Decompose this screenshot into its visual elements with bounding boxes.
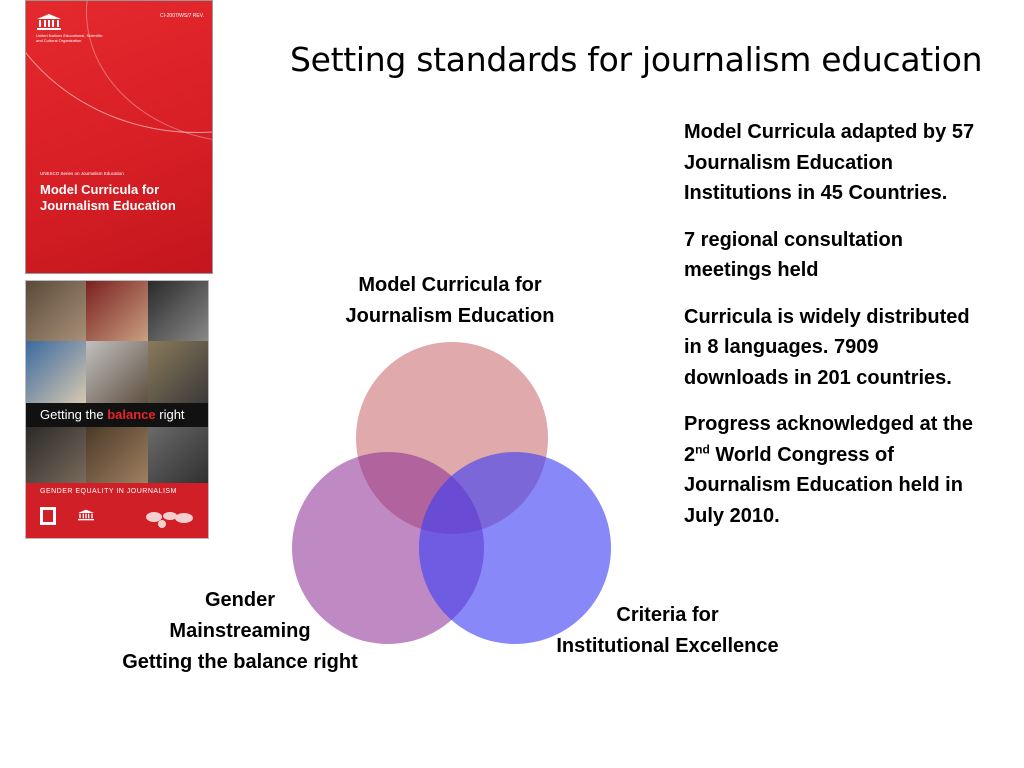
cover-band-text — [40, 407, 185, 422]
band-text-highlight: balance — [107, 407, 156, 422]
photo-tile — [86, 427, 148, 483]
note-congress — [684, 409, 984, 531]
venn-left-label-line2: Mainstreaming — [169, 620, 311, 642]
cover-title-line1: Model Curricula for — [40, 182, 160, 197]
cover-doc-code: CI-2007/WS/7 REV. — [159, 13, 204, 19]
unesco-temple-icon — [76, 509, 96, 521]
note-consultations: 7 regional consultation meetings held — [684, 228, 903, 281]
venn-top-label — [330, 270, 570, 332]
cover-red-strip — [26, 483, 208, 538]
cover-book-title — [40, 182, 210, 214]
photo-tile — [148, 281, 208, 341]
photo-tile — [148, 427, 208, 483]
venn-top-label-line1: Model Curricula for — [358, 274, 542, 296]
photo-tile — [26, 427, 86, 483]
venn-right-label — [540, 600, 795, 662]
venn-top-label-line2: Journalism Education — [345, 305, 555, 327]
cover-band — [26, 403, 208, 427]
note-distribution: Curricula is widely distributed in 8 languages. 7909 downloads in 201 countries. — [684, 305, 970, 389]
photo-tile — [86, 281, 148, 341]
photo-tile — [148, 341, 208, 403]
unesco-temple-icon — [36, 13, 62, 31]
cover-strip-title: GENDER EQUALITY IN JOURNALISM — [40, 488, 177, 495]
band-text-post: right — [155, 407, 185, 422]
cover-series: UNESCO Series on Journalism Education — [40, 171, 124, 176]
model-curricula-cover — [25, 0, 213, 274]
band-text-pre: Getting the — [40, 407, 108, 422]
venn-left-label-line1: Gender — [204, 589, 276, 611]
venn-left-label-line3: Getting the balance right — [122, 651, 358, 673]
venn-left-label — [100, 585, 380, 678]
world-map-icon — [144, 509, 196, 529]
cover-title-line2: Journalism Education — [40, 198, 176, 213]
venn-right-label-line2: Institutional Excellence — [556, 635, 779, 657]
photo-tile — [26, 341, 86, 403]
note-adoption: Model Curricula adapted by 57 Journalism Education Institutions in 45 Countries. — [684, 121, 975, 204]
gender-balance-cover — [25, 280, 209, 539]
venn-right-label-line1: Criteria for — [616, 604, 719, 626]
note-congress-sup: nd — [695, 441, 710, 456]
photo-tile — [26, 281, 86, 341]
cover-org-name: United Nations Educational, Scientific and Cultural Organization — [36, 33, 103, 43]
progress-notes — [684, 117, 984, 547]
note-congress-post: World Congress of Journalism Education held in July 2010. — [684, 443, 963, 527]
slide-title: Setting standards for journalism education — [290, 40, 983, 79]
photo-tile — [86, 341, 148, 403]
ifj-logo-icon — [40, 507, 56, 525]
note-congress-pre: Progress acknowledged at the 2 — [684, 413, 973, 466]
